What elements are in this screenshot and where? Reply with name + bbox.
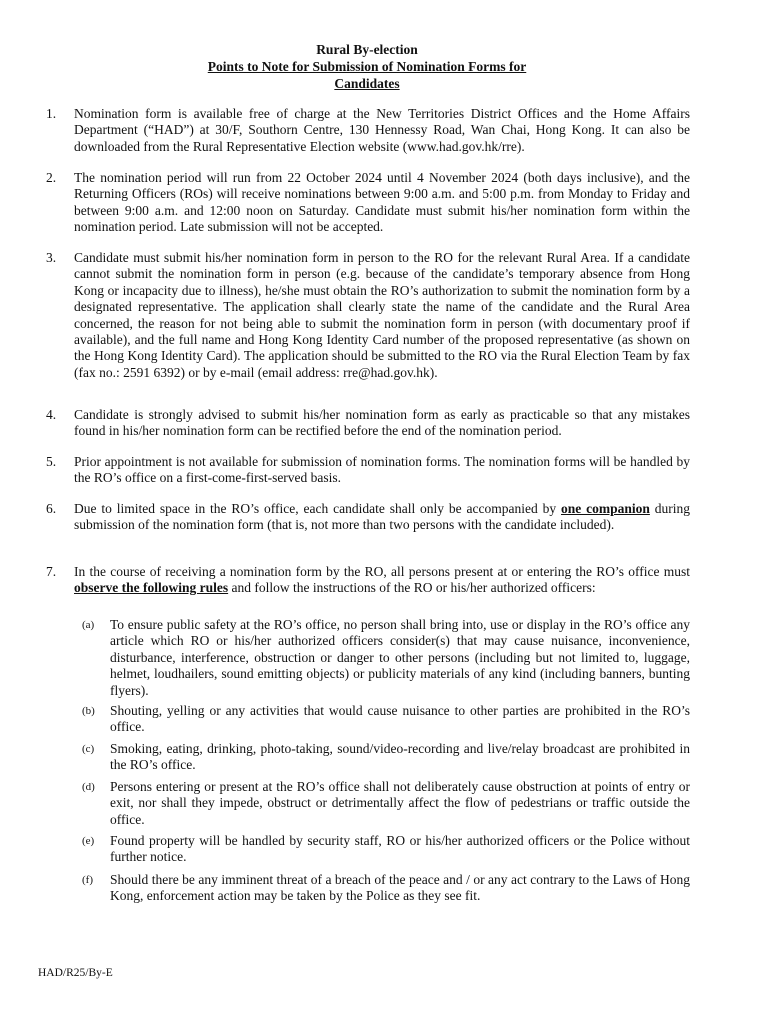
- point-text: Nomination form is available free of charge at the New Territories District Offices and the Home Affairs Department (“HAD”) at 30/F, Southorn Centre, 130 Hennessy Road, Wan Chai, Hong Kong. It can also be downloaded from the Rural Representative Election website (www.had.gov.hk/rre).: [74, 106, 690, 154]
- emphasis-observe-rules: observe the following rules: [74, 580, 229, 596]
- point-text: Candidate must submit his/her nomination form in person to the RO for the relevant Rural Area. If a candidate cannot submit the nomination form in person (e.g. because of the candidate’s temporary absence from Hong Kong or incapacity due to illness), he/she must obtain the RO’s authorization to submit the nomination form by a designated representative. The application shall clearly state the name of the candidate and the Rural Area concerned, the reason for not being able to submit the nomination form in person (with documentary proof if available), and the full name and Hong Kong Identity Card number of the proposed representative (as shown on the Hong Kong Identity Card). The application should be submitted to the RO via the Rural Election Team by fax (fax no.: 2591 6392) or by e-mail (email address: rre@had.gov.hk).: [74, 250, 690, 380]
- header-subtitle-cont: Candidates: [334, 76, 400, 91]
- rule-a: [82, 617, 690, 699]
- emphasis-one-companion: one companion: [561, 501, 650, 516]
- point-number: 1.: [46, 106, 57, 121]
- point-text: Prior appointment is not available for submission of nomination forms. The nomination forms will be handled by the RO’s office on a first-come-first-served basis.: [74, 454, 690, 486]
- rule-label: (a): [82, 619, 95, 631]
- rule-text: Should there be any imminent threat of a breach of the peace and / or any act contrary to the Laws of Hong Kong, enforcement action may be taken by the Police as they see fit.: [110, 872, 690, 904]
- point-number: 3.: [46, 250, 57, 265]
- rule-text: Persons entering or present at the RO’s office shall not deliberately cause obstruction at points of entry or exit, nor shall they impede, obstruct or detrimentally affect the flow of pedestrians or traffic outside the office.: [110, 779, 690, 827]
- point-number: 4.: [46, 407, 57, 422]
- rule-label: (b): [82, 705, 95, 717]
- point-7: [38, 564, 690, 597]
- rule-c: [82, 741, 690, 774]
- point-text-rest: during submission of the nomination form (that is, not more than two persons with the candidate included).: [74, 501, 691, 533]
- point-text: [74, 501, 690, 534]
- point-number: 6.: [46, 501, 57, 516]
- rule-label: (e): [82, 835, 95, 847]
- point-text-lead: Due to limited space in the RO’s office, each candidate shall only be accompanied by: [74, 501, 561, 516]
- rule-d: [82, 779, 690, 828]
- point-number: 2.: [46, 170, 57, 185]
- point-text: The nomination period will run from 22 October 2024 until 4 November 2024 (both days inclusive), and the Returning Officers (ROs) will receive nominations between 9:00 a.m. and 5:00 p.m. from Monday to Friday and between 9:00 a.m. and 12:00 noon on Saturday. Candidate must submit his/her nomination form within the nomination period. Late submission will not be accepted.: [74, 170, 690, 235]
- rule-label: (d): [82, 781, 95, 793]
- point-text-rest: and follow the instructions of the RO or his/her authorized officers:: [228, 580, 596, 596]
- point-1: [38, 106, 690, 155]
- point-number: 7.: [46, 564, 57, 579]
- rule-text: Found property will be handled by security staff, RO or his/her authorized officers or the Police without further notice.: [110, 833, 690, 865]
- document-header: [0, 41, 734, 92]
- point-text: Candidate is strongly advised to submit his/her nomination form as early as practicable so that any mistakes found in his/her nomination form can be rectified before the end of the nomination period.: [74, 407, 690, 439]
- point-number: 5.: [46, 454, 57, 469]
- point-5: [38, 454, 690, 487]
- point-4: [38, 407, 690, 440]
- rule-text: To ensure public safety at the RO’s office, no person shall bring into, use or display in the RO’s office any article which RO or his/her authorized officers consider(s) that may cause nuisance, inconvenience, disturbance, interference, obstruction or danger to other persons (including but not limited to, luggage, helmet, loudhailers, sound emitting objects) or publicity materials of any kind (including banners, bunting flyers).: [110, 617, 690, 698]
- point-text-lead: In the course of receiving a nomination form by the RO, all persons present at or entering the RO’s office must: [74, 564, 690, 579]
- rule-label: (c): [82, 743, 95, 755]
- header-title: Rural By-election: [316, 42, 418, 57]
- rule-label: (f): [82, 874, 93, 886]
- header-subtitle: Points to Note for Submission of Nomination Forms for: [207, 59, 527, 74]
- point-text: [74, 564, 690, 597]
- point-6: [38, 501, 690, 534]
- rule-f: [82, 872, 690, 905]
- point-2: [38, 170, 690, 236]
- rule-b: [82, 703, 690, 736]
- rule-text: Smoking, eating, drinking, photo-taking, sound/video-recording and live/relay broadcast are prohibited in the RO’s office.: [110, 741, 690, 773]
- form-reference-code: HAD/R25/By-E: [38, 967, 113, 979]
- point-3: [38, 250, 690, 381]
- rule-text: Shouting, yelling or any activities that would cause nuisance to other parties are prohibited in the RO’s office.: [110, 703, 690, 735]
- rule-e: [82, 833, 690, 866]
